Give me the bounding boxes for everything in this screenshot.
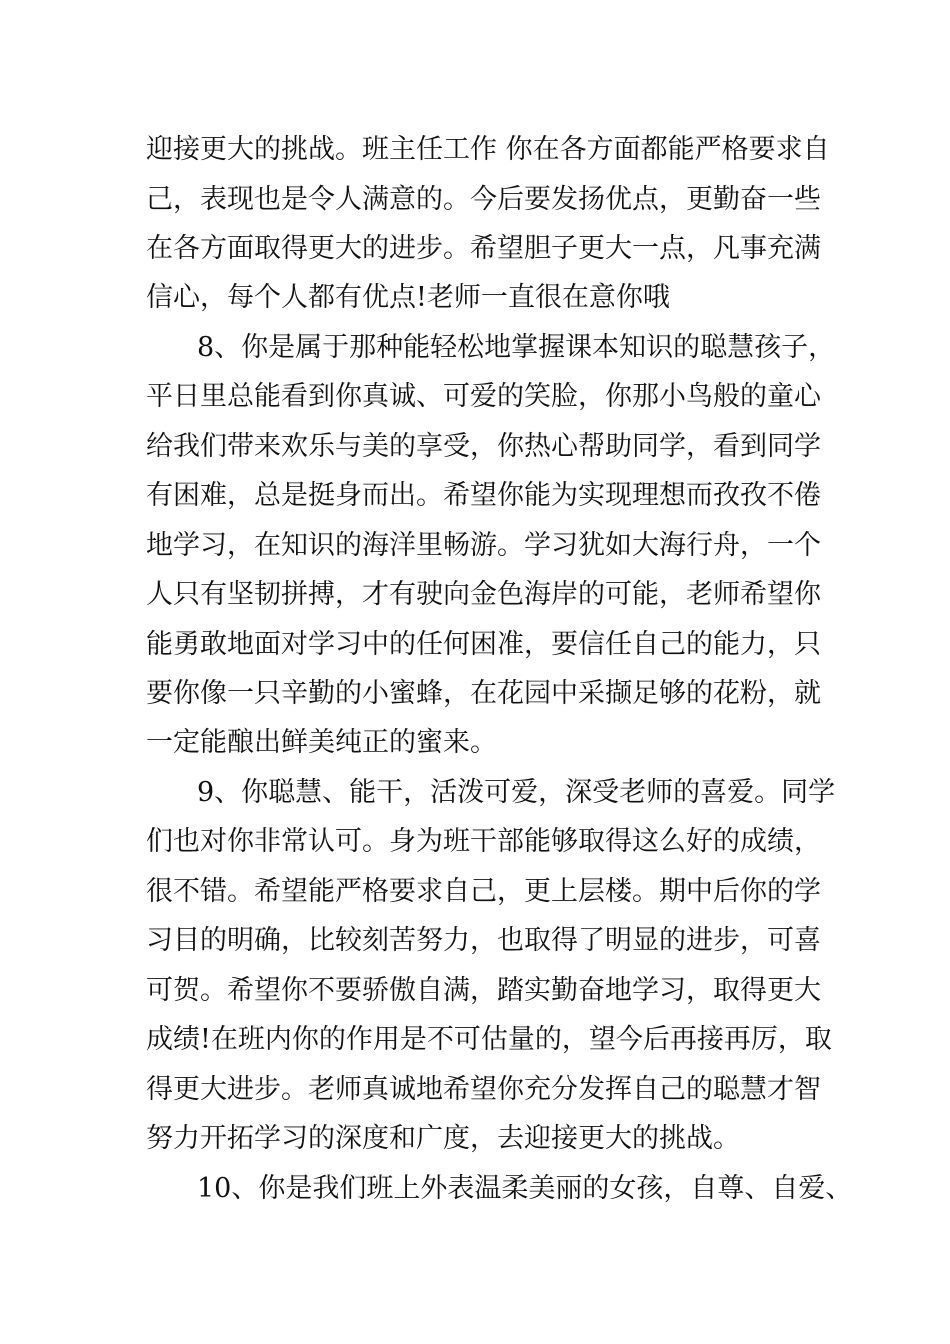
text-line: 在各方面取得更大的进步。希望胆子更大一点，凡事充满 bbox=[146, 233, 821, 264]
text-line: 们也对你非常认可。身为班干部能够取得这么好的成绩， bbox=[146, 826, 821, 857]
text-line: 可贺。希望你不要骄傲自满，踏实勤奋地学习，取得更大 bbox=[146, 975, 821, 1006]
text-line: 信心，每个人都有优点!老师一直很在意你哦 bbox=[146, 282, 670, 313]
paragraph-first-line: 9、你聪慧、能干，活泼可爱，深受老师的喜爱。同学 bbox=[197, 777, 836, 808]
text-line: 迎接更大的挑战。班主任工作 你在各方面都能严格要求自 bbox=[146, 134, 830, 165]
text-line: 一定能酿出鲜美纯正的蜜来。 bbox=[146, 727, 497, 758]
text-line: 有困难，总是挺身而出。希望你能为实现理想而孜孜不倦 bbox=[146, 480, 821, 511]
text-line: 习目的明确，比较刻苦努力，也取得了明显的进步，可喜 bbox=[146, 925, 821, 956]
text-line: 很不错。希望能严格要求自己，更上层楼。期中后你的学 bbox=[146, 876, 821, 907]
text-line: 己，表现也是令人满意的。今后要发扬优点，更勤奋一些 bbox=[146, 184, 821, 215]
text-line: 成绩!在班内你的作用是不可估量的，望今后再接再厉，取 bbox=[146, 1024, 832, 1055]
paragraph-first-line: 8、你是属于那种能轻松地掌握课本知识的聪慧孩子， bbox=[197, 332, 836, 363]
text-line: 努力开拓学习的深度和广度，去迎接更大的挑战。 bbox=[146, 1123, 740, 1154]
text-line: 要你像一只辛勤的小蜜蜂，在花园中采撷足够的花粉，就 bbox=[146, 678, 821, 709]
text-line: 能勇敢地面对学习中的任何困准，要信任自己的能力，只 bbox=[146, 629, 821, 660]
text-line: 人只有坚韧拼搏，才有驶向金色海岸的可能，老师希望你 bbox=[146, 579, 821, 610]
text-line: 平日里总能看到你真诚、可爱的笑脸，你那小鸟般的童心 bbox=[146, 381, 821, 412]
text-line: 给我们带来欢乐与美的享受，你热心帮助同学，看到同学 bbox=[146, 431, 821, 462]
text-line: 得更大进步。老师真诚地希望你充分发挥自己的聪慧才智 bbox=[146, 1074, 821, 1105]
text-line: 地学习，在知识的海洋里畅游。学习犹如大海行舟，一个 bbox=[146, 530, 821, 561]
paragraph-first-line: 10、你是我们班上外表温柔美丽的女孩，自尊、自爱、 bbox=[197, 1173, 853, 1204]
